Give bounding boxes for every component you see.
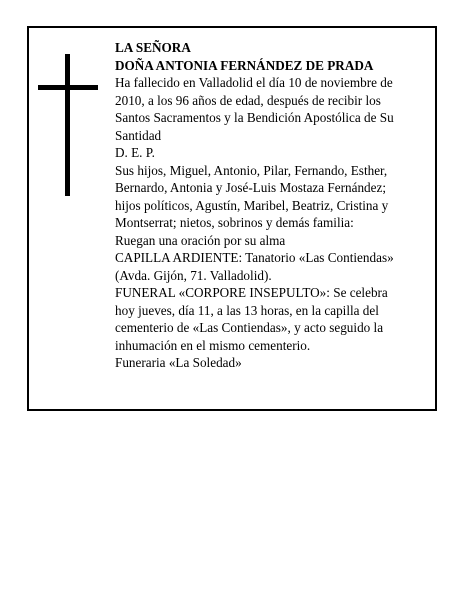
obituary-text [115, 39, 407, 372]
cross-horizontal-bar [38, 85, 98, 90]
heading: LA SEÑORA [115, 40, 191, 55]
chapel-info: CAPILLA ARDIENTE: Tanatorio «Las Contiendas» (Avda. Gijón, 71. Valladolid). [115, 250, 394, 283]
funeral-home: Funeraria «La Soledad» [115, 355, 242, 370]
family-list: Sus hijos, Miguel, Antonio, Pilar, Fernando, Esther, Bernardo, Antonia y José-Luis Mostaza Fernández; hijos políticos, Agustín, Maribel, Beatriz, Cristina y Montserrat; nietos, sobrinos y demás familia: [115, 162, 389, 230]
cross-icon [38, 54, 98, 196]
cross-vertical-bar [65, 54, 70, 196]
funeral-info: FUNERAL «CORPORE INSEPULTO»: Se celebra hoy jueves, día 11, a las 13 horas, en la capilla del cementerio de «Las Contiendas», y acto seguido la inhumación en el mismo cementerio. [115, 285, 388, 353]
prayer-request: Ruegan una oración por su alma [115, 232, 286, 248]
death-announcement: Ha fallecido en Valladolid el día 10 de noviembre de 2010, a los 96 años de edad, después de recibir los Santos Sacramentos y la Bendición Apostólica de Su Santidad [115, 75, 394, 143]
rip-line: D. E. P. [115, 145, 155, 160]
deceased-name: DOÑA ANTONIA FERNÁNDEZ DE PRADA [115, 57, 374, 73]
